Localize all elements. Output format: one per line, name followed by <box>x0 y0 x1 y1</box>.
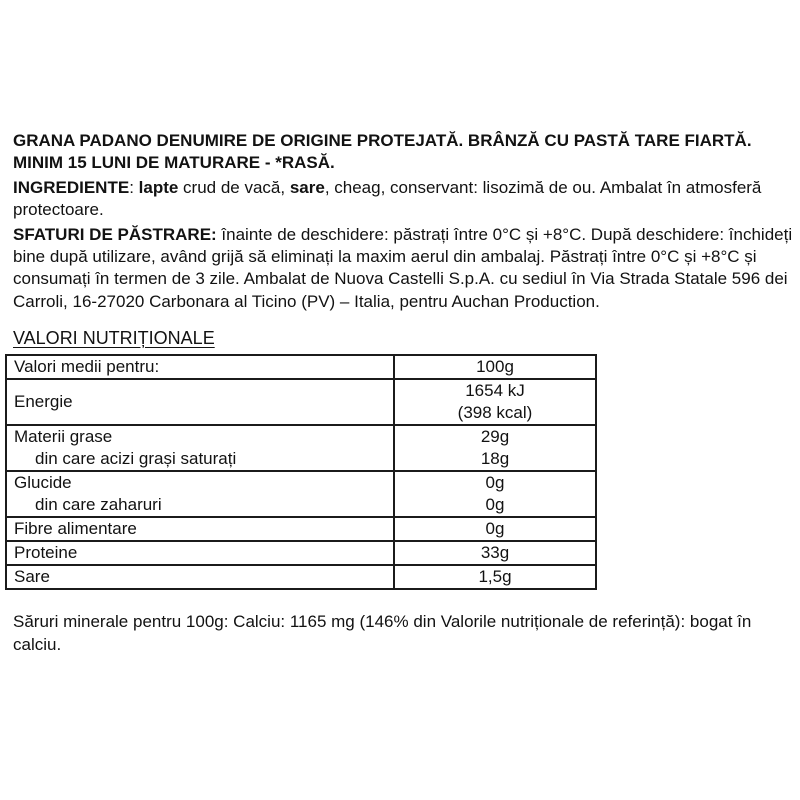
minerals-note: Săruri minerale pentru 100g: Calciu: 1165 mg (146% din Valorile nutriționale de referință): bogat în calciu. <box>13 612 757 654</box>
text-segment: , cheag, conservant: lisozimă de ou. Ambalat în atmosferă protectoare. <box>13 177 767 220</box>
row-value-kj: 1654 kJ <box>465 381 525 401</box>
row-label: Fibre alimentare <box>14 519 137 539</box>
nutrition-row-carbs <box>6 471 596 517</box>
row-label: Sare <box>14 567 50 587</box>
row-sub-value: 0g <box>485 495 505 515</box>
nutrition-row-protein <box>6 541 596 565</box>
row-value: 0g <box>485 519 505 539</box>
nutrition-heading: VALORI NUTRIȚIONALE <box>13 328 215 349</box>
nutrition-row-salt <box>6 565 596 589</box>
row-value: 0g <box>485 473 505 493</box>
row-label: Energie <box>14 392 73 412</box>
nutrition-row-fiber <box>6 517 596 541</box>
row-value: 1,5g <box>478 567 512 587</box>
row-sub-label: din care acizi grași saturați <box>35 449 237 469</box>
text-segment: : <box>129 177 139 197</box>
nutrition-row-header <box>6 355 596 379</box>
product-name-paragraph <box>13 130 796 175</box>
row-label: Materii grase <box>14 427 113 447</box>
bold-text-segment: SFATURI DE PĂSTRARE: <box>13 224 217 244</box>
row-sub-label: din care zaharuri <box>35 495 162 515</box>
row-sub-value: 18g <box>480 449 510 469</box>
row-value-kcal: (398 kcal) <box>457 403 533 423</box>
nutrition-row-fat <box>6 425 596 471</box>
bold-text-segment: GRANA PADANO DENUMIRE DE ORIGINE PROTEJATĂ. BRÂNZĂ CU PASTĂ TARE FIARTĂ. MINIM 15 LUNI DE MATURARE - *RASĂ. <box>13 131 762 173</box>
nutrition-row-energy <box>6 379 596 425</box>
row-label: Glucide <box>14 473 72 493</box>
bold-text-segment: sare <box>289 177 325 197</box>
text-segment: crud de vacă, <box>178 177 290 197</box>
row-label: Proteine <box>14 543 78 563</box>
text-segment: înainte de deschidere: păstrați între 0°C și +8°C. După deschidere: închideți bine după utilizare, având grijă să eliminați la maxim aerul din ambalaj. Păstrați între 0°C și +8°C și consumați în termen de 3 zile. Ambalat de Nuova Castelli S.p.A. cu sediul în Via Strada Statale 596 dei Carroli, 16-27020 Carbonara al Ticino (PV) – Italia, pentru Auchan Production. <box>13 224 797 311</box>
bold-text-segment: INGREDIENTE <box>13 177 130 197</box>
ingredients-paragraph <box>13 177 796 222</box>
storage-advice-paragraph <box>13 224 796 314</box>
header-value: 100g <box>476 357 514 377</box>
bold-text-segment: lapte <box>138 177 179 197</box>
nutrition-table <box>5 354 597 590</box>
row-value: 29g <box>480 427 510 447</box>
row-value: 33g <box>480 543 510 563</box>
header-label: Valori medii pentru: <box>14 357 160 377</box>
